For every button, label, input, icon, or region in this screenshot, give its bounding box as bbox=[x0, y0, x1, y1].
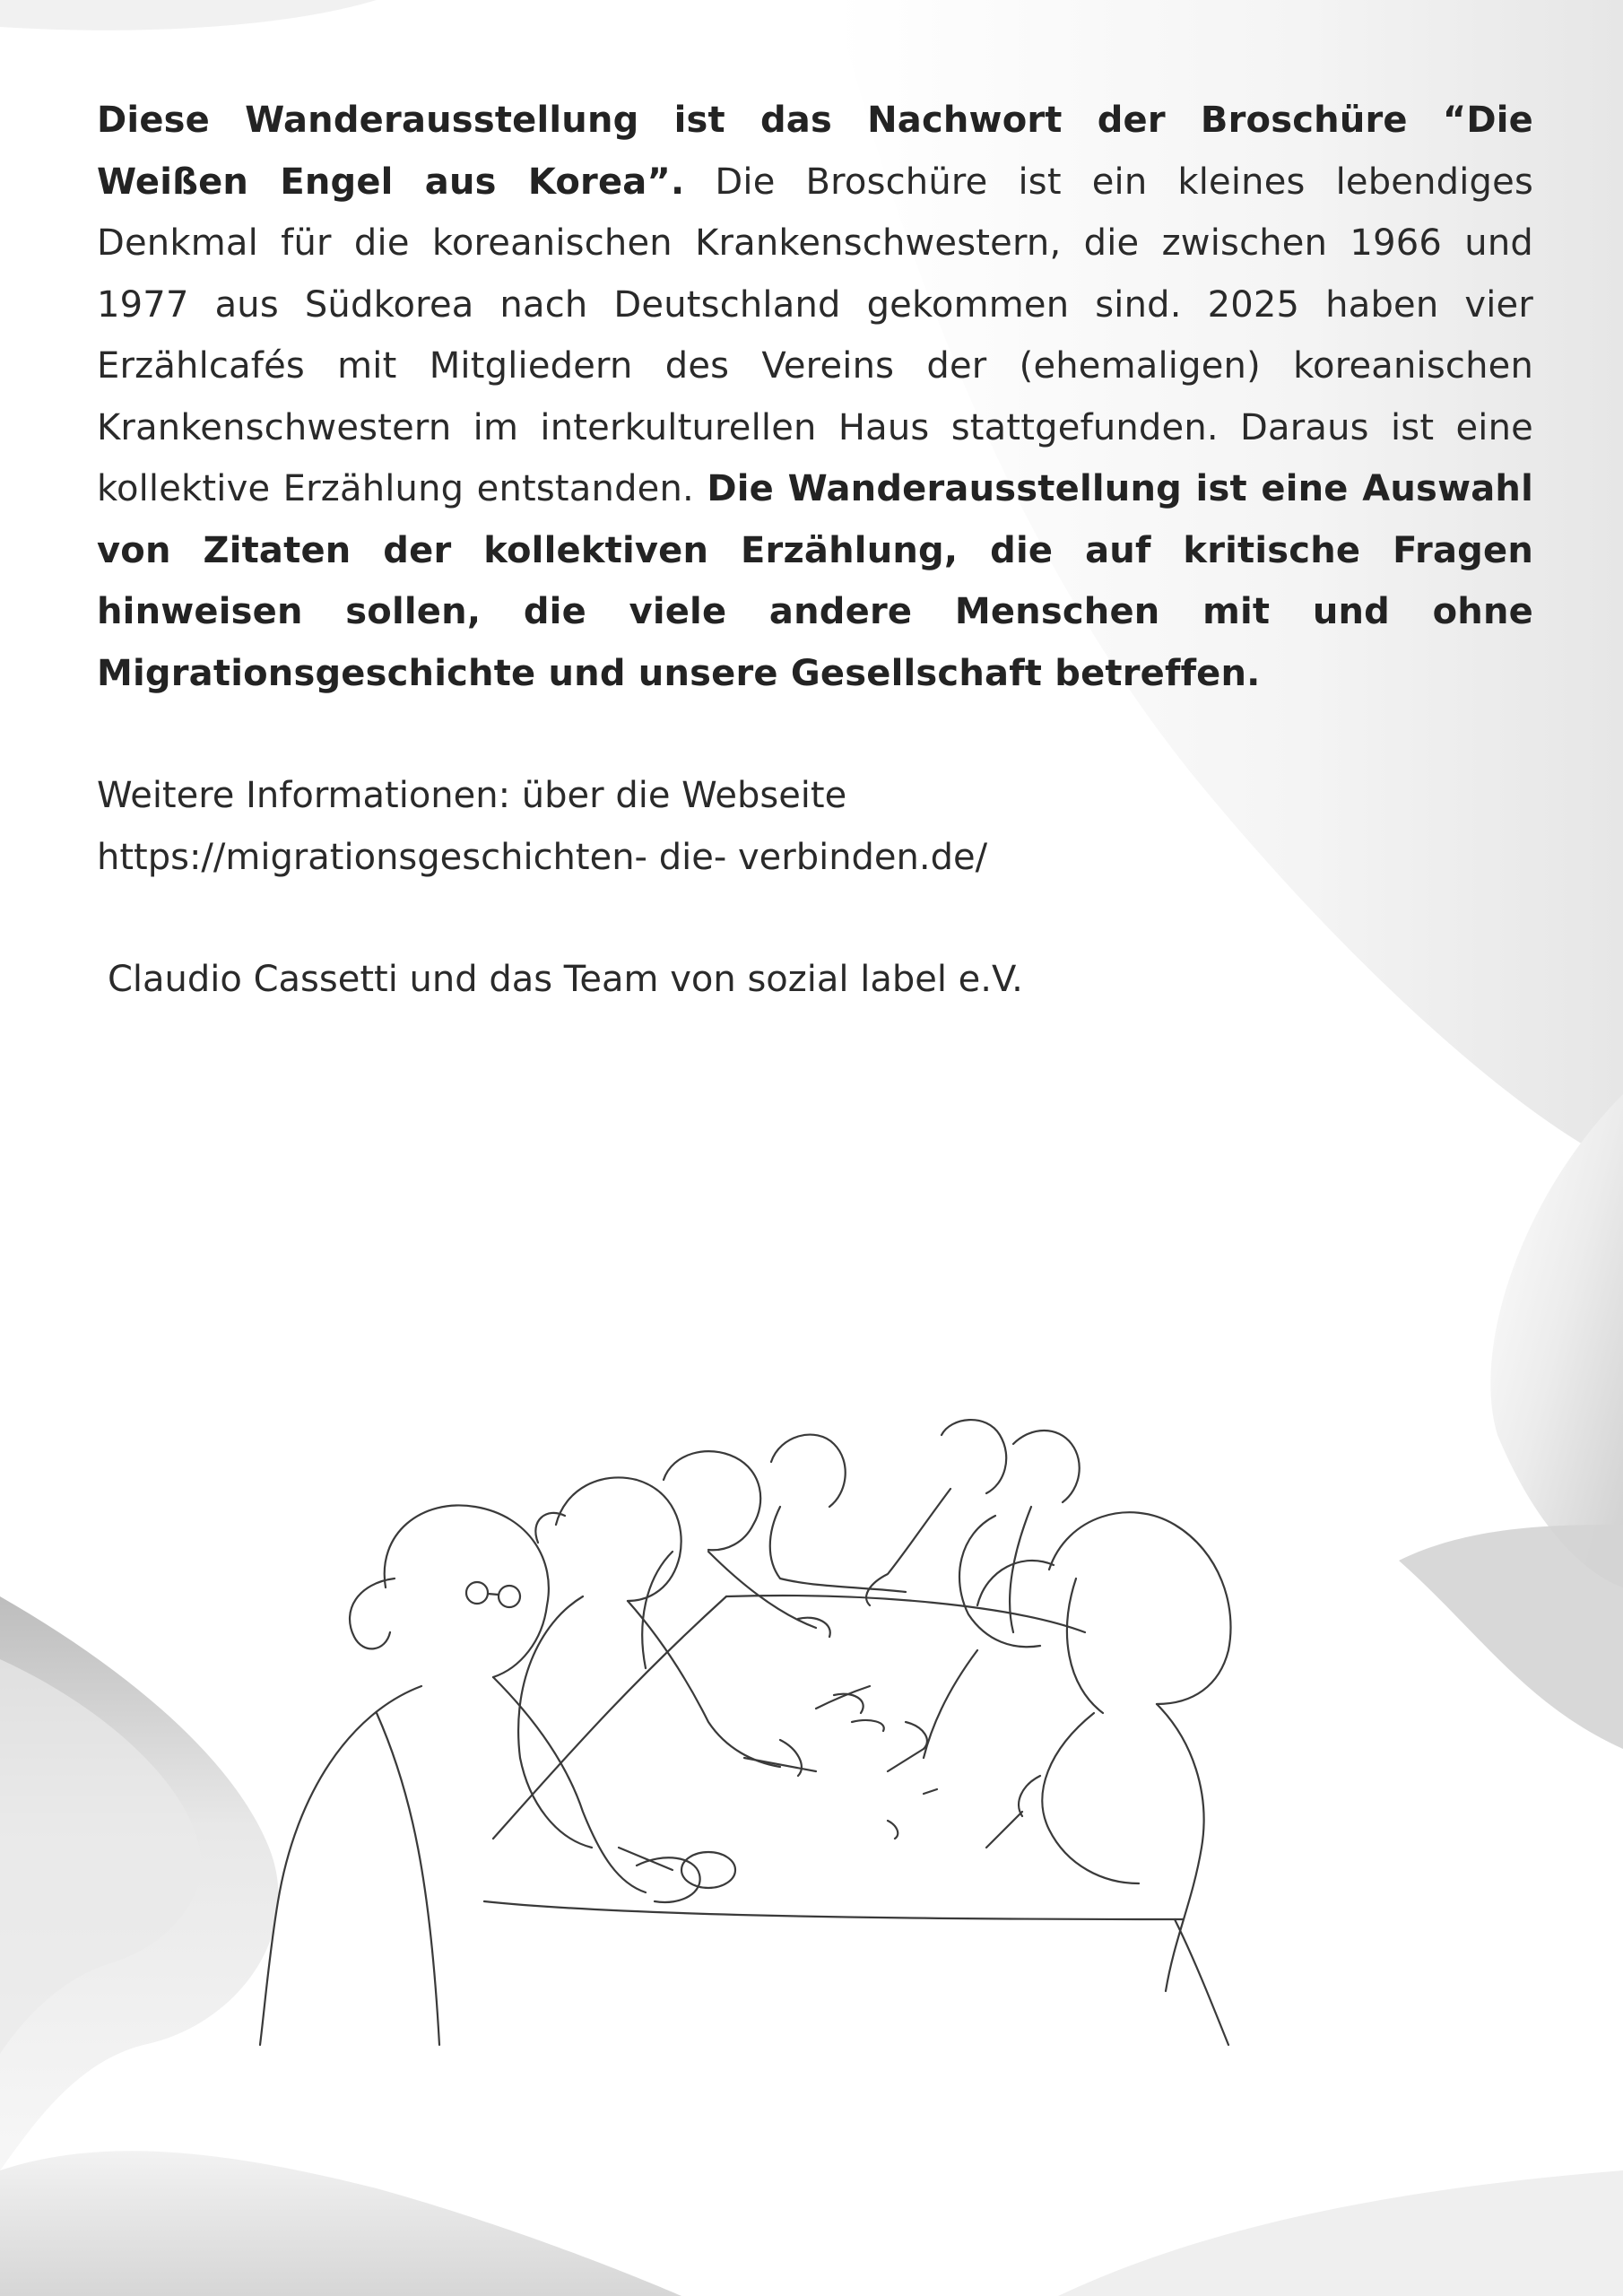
text-content bbox=[97, 90, 1533, 1011]
intro-bold-tail: Die Wanderausstellung ist eine Auswahl von Zitaten der kollektiven Erzählung, die auf kritische Fragen hinweisen sollen, die viele andere Menschen mit und ohne Migrationsgeschichte und unsere Gesellschaft betreffen. bbox=[97, 468, 1533, 694]
people-at-table-illustration bbox=[242, 1417, 1282, 2063]
website-link[interactable]: https://migrationsgeschichten- die- verbinden.de/ bbox=[97, 836, 988, 878]
more-info bbox=[97, 765, 1533, 888]
signature: Claudio Cassetti und das Team von sozial label e.V. bbox=[108, 959, 1023, 1000]
intro-bold-lead: Diese Wanderausstellung ist das Nachwort der Broschüre “Die Weißen Engel aus Korea”. bbox=[97, 100, 1533, 203]
intro-body: Die Broschüre ist ein kleines lebendiges Denkmal für die koreanischen Krankenschwestern, die zwischen 1966 und 1977 aus Südkorea nach Deutschland gekommen sind. 2025 haben vier Erzählcafés mit Mitgliedern des Vereins der (ehemaligen) koreanischen Krankenschwestern im interkulturellen Haus stattgefunden. Daraus ist eine kollektive Erzählung entstanden. bbox=[97, 161, 1533, 509]
more-info-label: Weitere Informationen: über die Webseite bbox=[97, 775, 847, 816]
intro-paragraph bbox=[97, 90, 1533, 704]
